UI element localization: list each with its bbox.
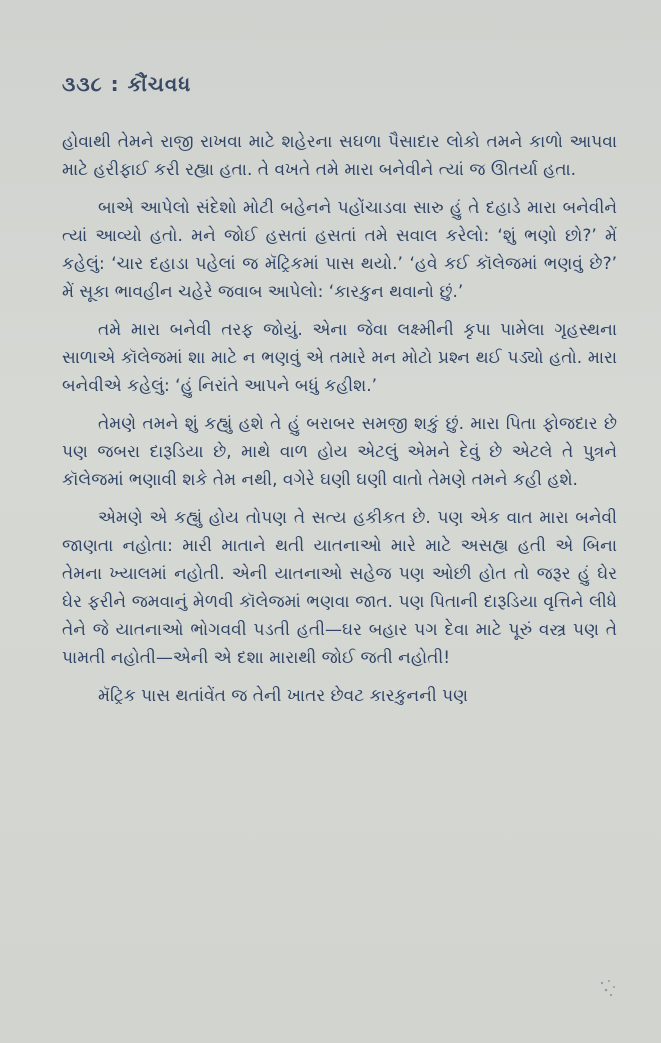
- body-text: [62, 128, 617, 720]
- paragraph-6: મૅટ્રિક પાસ થતાંવેંત જ તેની ખાતર છેવટ કારકુનની પણ: [98, 686, 468, 706]
- paragraph-1: હોવાથી તેમને રાજી રાખવા માટે શહેરના સઘળા પૈસાદાર લોકો તમને કાળો આપવા માટે હરીફાઈ કરી રહ્યા હતા. તે વખતે તમે મારા બનેવીને ત્યાં જ ઊતર્યા હતા.: [62, 132, 617, 180]
- paragraph-3: તમે મારા બનેવી તરફ જોયું. એના જેવા લક્ષ્મીની કૃપા પામેલા ગૃહસ્થના સાળાએ કૉલેજમાં શા માટે ન ભણવું એ તમારે મન મોટો પ્રશ્ન થઈ પડ્યો હતો. મારા બનેવીએ કહેલું: ‘હું નિરાંતે આપને બધું કહીશ.’: [62, 320, 617, 396]
- book-title: કૌંચવધ: [127, 72, 192, 96]
- page-number: ૩૩૮: [62, 72, 103, 96]
- paragraph-2: બાએ આપેલો સંદેશો મોટી બહેનને પહોંચાડવા સારુ હું તે દહાડે મારા બનેવીને ત્યાં આવ્યો હતો. મને જોઈ હસતાં હસતાં તમે સવાલ કરેલો: ‘શું ભણો છો?’ મેં કહેલું: ‘ચાર દહાડા પહેલાં જ મૅટ્રિકમાં પાસ થયો.’ ‘હવે કઈ કૉલેજમાં ભણવું છે?’ મેં સૂકા ભાવહીન ચહેરે જવાબ આપેલો: ‘કારકુન થવાનો છું.’: [62, 198, 617, 302]
- page-header: [62, 72, 191, 96]
- print-speck-mark: [597, 977, 621, 1001]
- paragraph-4: તેમણે તમને શું કહ્યું હશે તે હું બરાબર સમજી શકું છું. મારા પિતા ફોજદાર છે પણ જબરા દારૂડિયા છે, માથે વાળ હોય એટલું એમને દેવું છે એટલે તે પુત્રને કૉલેજમાં ભણાવી શકે તેમ નથી, વગેરે ઘણી ઘણી વાતો તેમણે તમને કહી હશે.: [62, 414, 617, 490]
- header-separator: :: [110, 72, 120, 96]
- paragraph-5: એમણે એ કહ્યું હોય તોપણ તે સત્ય હકીકત છે. પણ એક વાત મારા બનેવી જાણતા નહોતા: મારી માતાને થતી યાતનાઓ મારે માટે અસહ્ય હતી એ બિના તેમના ખ્યાલમાં નહોતી. એની યાતનાઓ સહેજ પણ ઓછી હોત તો જરૂર હું ઘેર ઘેર ફરીને જમવાનું મેળવી કૉલેજમાં ભણવા જાત. પણ પિતાની દારૂડિયા વૃત્તિને લીધે તેને જે યાતનાઓ ભોગવવી પડતી હતી—ઘર બહાર પગ દેવા માટે પૂરું વસ્ત્ર પણ તે પામતી નહોતી—એની એ દશા મારાથી જોઈ જતી નહોતી!: [62, 508, 617, 668]
